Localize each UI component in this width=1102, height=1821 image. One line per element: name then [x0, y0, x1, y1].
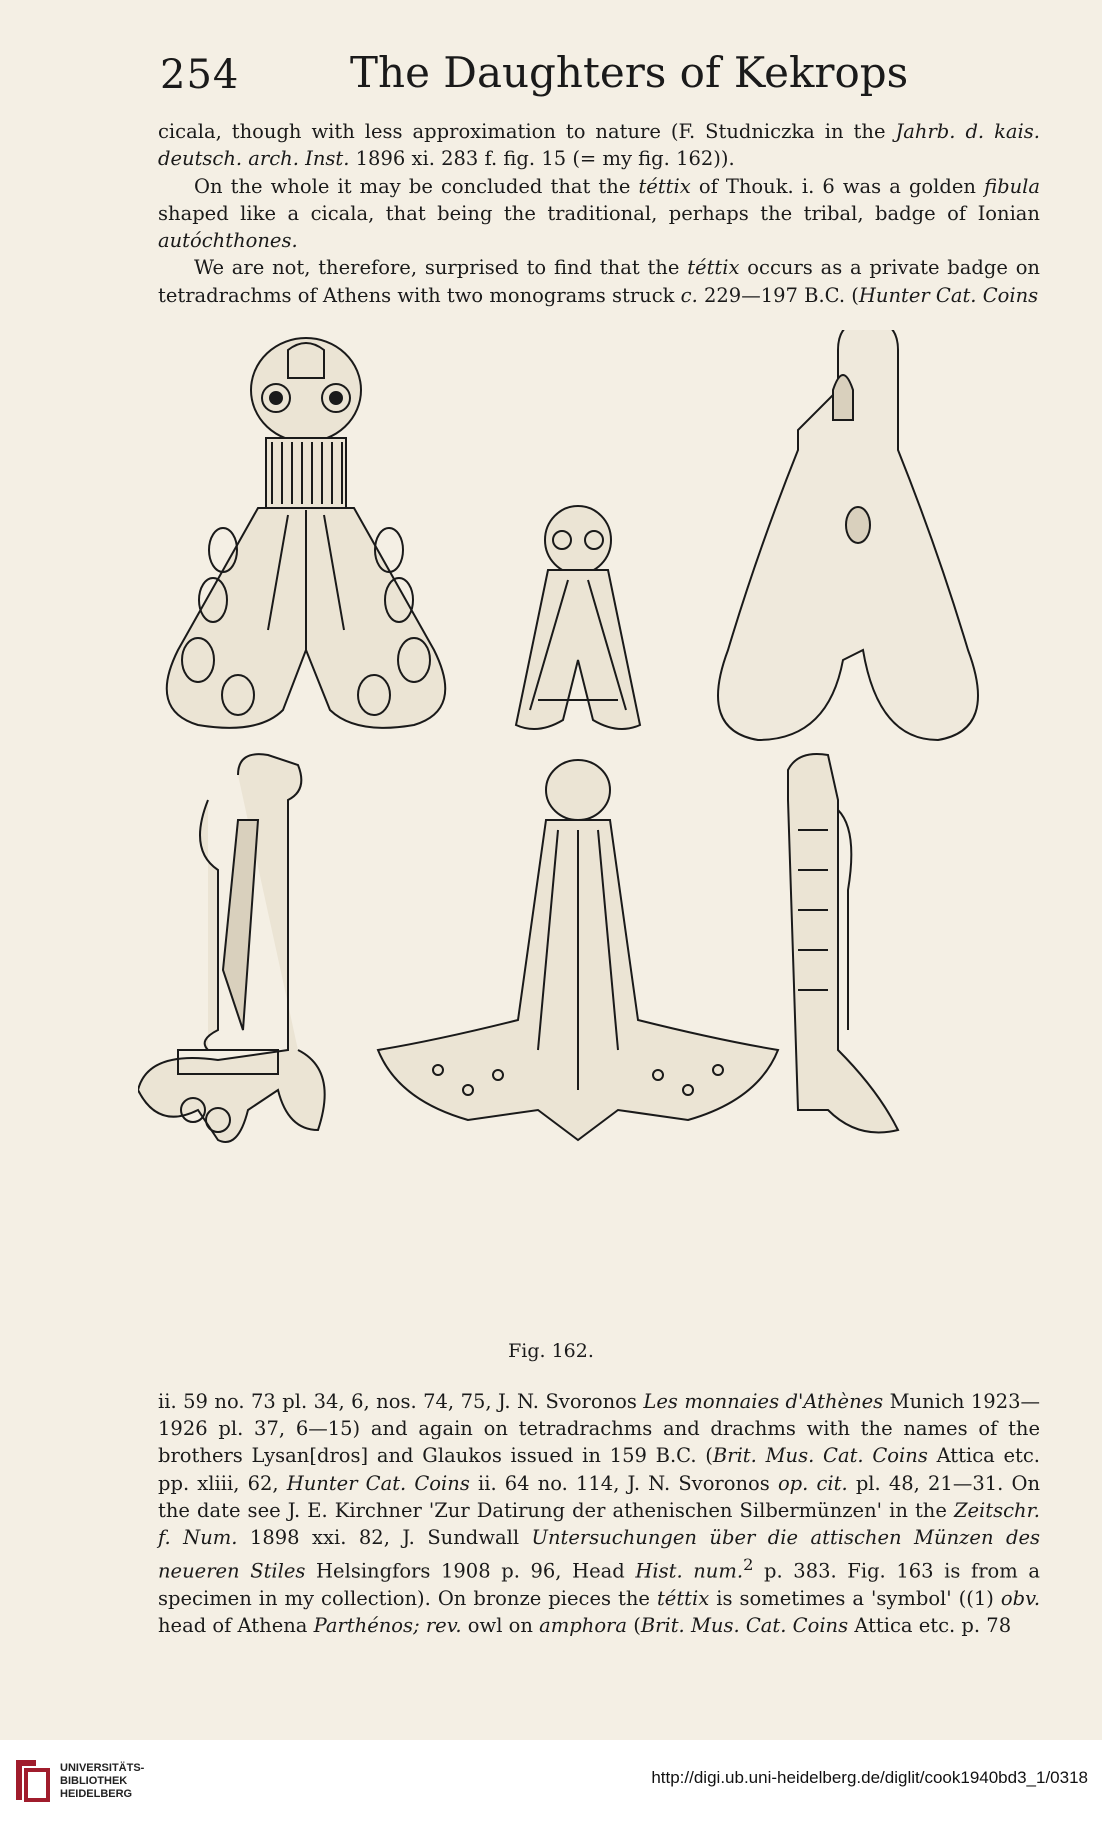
library-footer — [0, 1740, 1102, 1821]
fibula-side-view-left — [138, 754, 325, 1142]
page-header — [160, 48, 1040, 112]
library-logo-icon — [12, 1756, 52, 1804]
page-number: 254 — [160, 52, 240, 98]
bottom-text-block — [158, 1388, 1040, 1639]
figure-caption: Fig. 162. — [508, 1340, 594, 1362]
cicada-fibula-outline — [718, 330, 978, 740]
paragraph-2: On the whole it may be concluded that the téttix of Thouk. i. 6 was a golden fibula shaped like a cicala, that being the traditional, perhaps the tribal, badge of Ionian autóchthones. — [158, 174, 1040, 253]
cicada-fibula-large — [167, 338, 446, 728]
fibulae-illustration — [138, 330, 1052, 1330]
footnote-continuation: ii. 59 no. 73 pl. 34, 6, nos. 74, 75, J. N. Svoronos Les monnaies d'Athènes Munich 1923—1926 pl. 37, 6—15) and again on tetradrachms and drachms with the names of the brothers Lysan[dros] and Glaukos issued in 159 B.C. (Brit. Mus. Cat. Coins Attica etc. pp. xliii, 62, Hunter Cat. Coins ii. 64 no. 114, J. N. Svoronos op. cit. pl. 48, 21—31. On the date see J. E. Kirchner 'Zur Datirung der athenischen Silbermünzen' in the Zeitschr. f. Num. 1898 xxi. 82, J. Sundwall Untersuchungen über die attischen Münzen des neueren Stiles Helsingfors 1908 p. 96, Head Hist. num.$^2$ p. 383. Fig. 163 is from a specimen in my collection). On bronze pieces the téttix is sometimes a 'symbol' ((1) obv. head of Athena Parthénos; rev. owl on amphora (Brit. Mus. Cat. Coins Attica etc. p. 78 — [158, 1390, 1041, 1638]
cicada-fibula-decorated — [378, 760, 778, 1140]
fibula-side-view-right — [788, 754, 898, 1133]
source-url-link[interactable]: http://digi.ub.uni-heidelberg.de/diglit/cook1940bd3_1/0318 — [651, 1768, 1088, 1787]
running-title: The Daughters of Kekrops — [350, 48, 909, 97]
institution-name: UNIVERSITÄTS- BIBLIOTHEK HEIDELBERG — [60, 1762, 145, 1800]
top-text-block — [158, 118, 1040, 309]
cicada-fibula-small — [516, 506, 640, 729]
paragraph-3: We are not, therefore, surprised to find that the téttix occurs as a private badge on tetradrachms of Athens with two monograms struck c. 229—197 B.C. (Hunter Cat. Coins — [158, 256, 1040, 307]
paragraph-1: cicala, though with less approximation to nature (F. Studniczka in the Jahrb. d. kais. deutsch. arch. Inst. 1896 xi. 283 f. fig. 15 (= my fig. 162)). — [158, 120, 1040, 171]
figure-162 — [138, 330, 1052, 1330]
